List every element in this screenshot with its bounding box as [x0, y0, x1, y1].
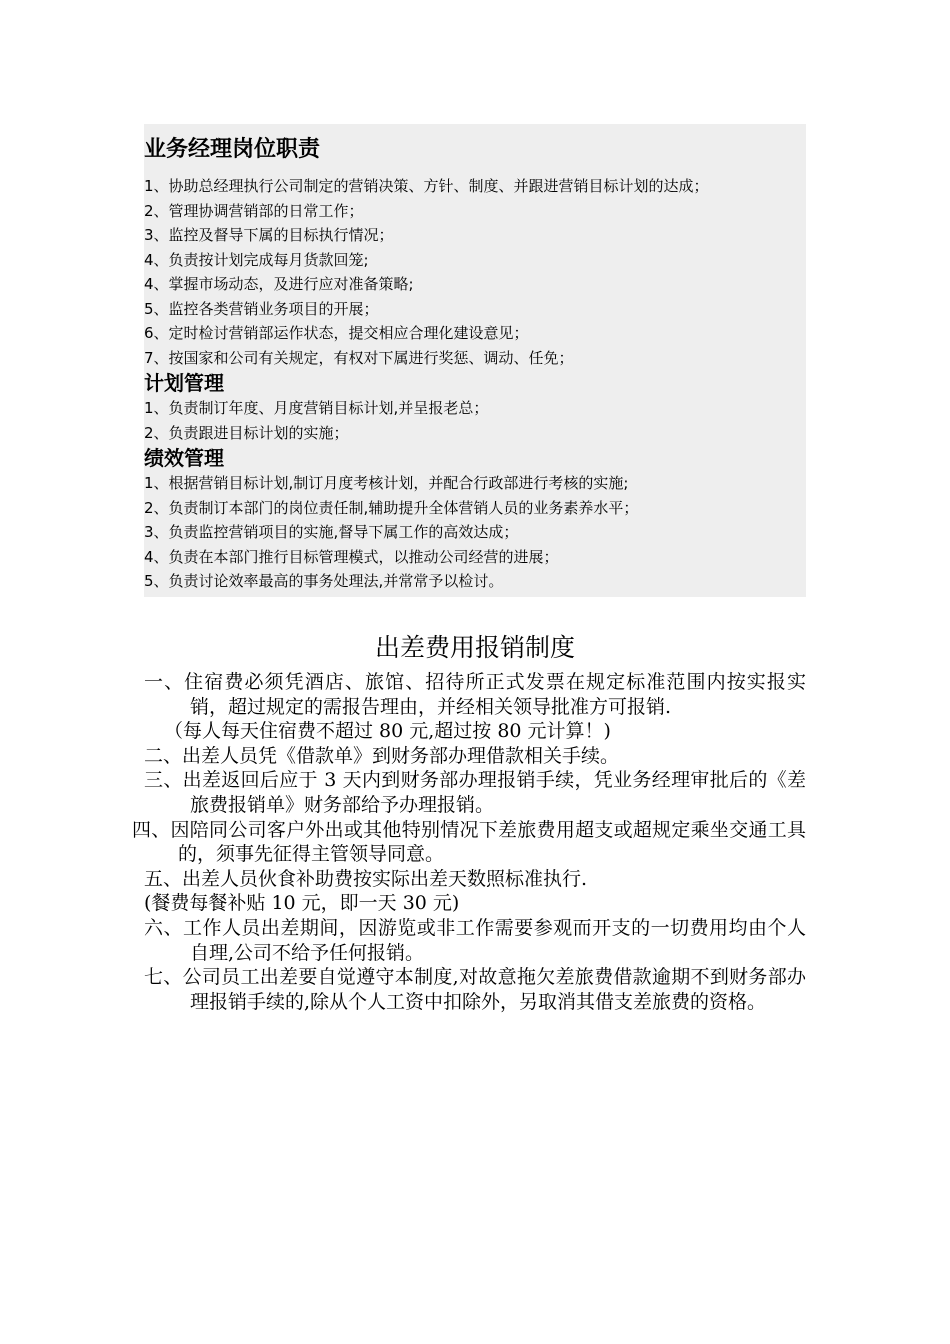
duty-item: 2、管理协调营销部的日常工作； — [144, 201, 364, 220]
policy-rule-3: 三、出差返回后应于 3 天内到财务部办理报销手续，凭业务经理审批后的《差旅费报销单》财务部给予办理报销。 — [144, 769, 806, 816]
policy-title: 出差费用报销制度 — [374, 633, 575, 662]
duty-item: 4、负责按计划完成每月货款回笼; — [144, 250, 369, 269]
policy-rule-7: 七、公司员工出差要自觉遵守本制度,对故意拖欠差旅费借款逾期不到财务部办理报销手续的,除从个人工资中扣除外，另取消其借支差旅费的资格。 — [144, 966, 806, 1013]
performance-item: 2、负责制订本部门的岗位责任制,辅助提升全体营销人员的业务素养水平； — [144, 498, 639, 517]
policy-rule-5: 五、出差人员伙食补助费按实际出差天数照标准执行. — [144, 867, 588, 890]
performance-item: 1、根据营销目标计划,制订月度考核计划，并配合行政部进行考核的实施; — [144, 474, 629, 492]
duty-item: 5、监控各类营销业务项目的开展； — [144, 299, 379, 318]
performance-item: 5、负责讨论效率最高的事务处理法,并常常予以检讨。 — [144, 572, 504, 590]
policy-rule-2: 二、出差人员凭《借款单》到财务部办理借款相关手续。 — [144, 744, 620, 767]
policy-note-1: （每人每天住宿费不超过 80 元,超过按 80 元计算！) — [164, 720, 611, 743]
expense-policy-section — [132, 670, 806, 1014]
policy-rule-1: 一、住宿费必须凭酒店、旅馆、招待所正式发票在规定标准范围内按实报实销，超过规定的需报告理由，并经相关领导批准方可报销. — [144, 671, 806, 718]
performance-item: 4、负责在本部门推行目标管理模式，以推动公司经营的进展； — [144, 547, 559, 566]
duty-item: 1、协助总经理执行公司制定的营销决策、方针、制度、并跟进营销目标计划的达成； — [144, 177, 709, 195]
duty-item: 3、监控及督导下属的目标执行情况； — [144, 226, 394, 244]
policy-rule-6: 六、工作人员出差期间，因游览或非工作需要参观而开支的一切费用均由个人自理,公司不给予任何报销。 — [144, 916, 806, 964]
job-duties-section — [144, 130, 806, 594]
performance-item: 3、负责监控营销项目的实施,督导下属工作的高效达成； — [144, 523, 519, 541]
policy-note-5: (餐费每餐补贴 10 元，即一天 30 元) — [144, 892, 460, 915]
duty-item: 4、掌握市场动态，及进行应对准备策略; — [144, 275, 414, 293]
policy-rule-4: 四、因陪同公司客户外出或其他特别情况下差旅费用超支或超规定乘坐交通工具的，须事先征得主管领导同意。 — [132, 818, 806, 866]
plan-item: 1、负责制订年度、月度营销目标计划,并呈报老总； — [144, 399, 489, 417]
plan-item: 2、负责跟进目标计划的实施； — [144, 423, 349, 442]
duty-item: 6、定时检讨营销部运作状态，提交相应合理化建设意见； — [144, 324, 529, 342]
duties-title: 业务经理岗位职责 — [144, 137, 321, 162]
performance-title: 绩效管理 — [144, 446, 224, 470]
duty-item: 7、按国家和公司有关规定，有权对下属进行奖惩、调动、任免； — [144, 348, 574, 367]
plan-title: 计划管理 — [144, 371, 224, 395]
